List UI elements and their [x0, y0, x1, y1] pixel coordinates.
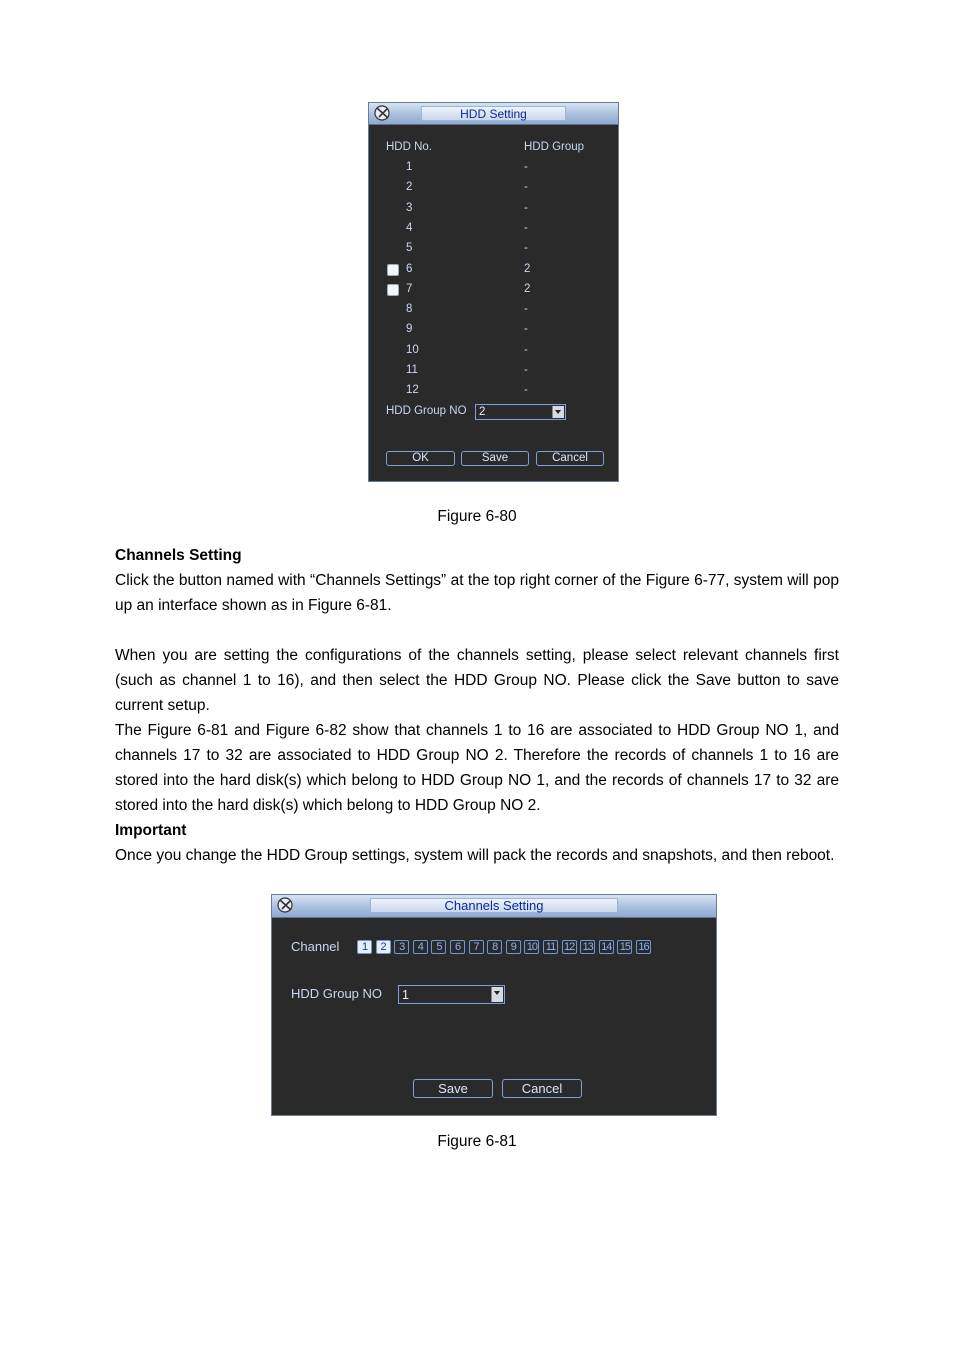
- hdd-group-no-label: HDD Group NO: [291, 986, 383, 1001]
- paragraph: When you are setting the configurations of the channels setting, please select relevant channels first (such as channel 1 to 16), and then select the HDD Group NO. Please click the Save button to save current setup.: [115, 647, 839, 714]
- hdd-group-value: -: [524, 303, 528, 316]
- app-logo-icon: [276, 896, 296, 914]
- channel-checkbox[interactable]: 3: [394, 940, 409, 954]
- body-text: [115, 543, 839, 868]
- cancel-button[interactable]: Cancel: [502, 1079, 582, 1098]
- column-header-hdd-group: HDD Group: [524, 141, 585, 153]
- hdd-select-checkbox[interactable]: [387, 264, 399, 276]
- dropdown-arrow-icon[interactable]: [491, 987, 503, 1002]
- hdd-group-no-value: 2: [479, 406, 486, 418]
- paragraph: The Figure 6-81 and Figure 6-82 show that channels 1 to 16 are associated to HDD Group NO 1, and channels 17 to 32 are associated to HDD Group NO 2. Therefore the records of channels 1 to 16 are stored into the hard disk(s) which belong to HDD Group NO 1, and the records of channels 17 to 32 are stored into the hard disk(s) which belong to HDD Group NO 2.: [115, 722, 839, 814]
- hdd-group-value: 2: [524, 282, 531, 295]
- save-button[interactable]: Save: [413, 1079, 493, 1098]
- hdd-number: 10: [406, 343, 419, 356]
- figure-caption: Figure 6-80: [437, 508, 517, 525]
- channels-setting-dialog: [271, 894, 717, 1116]
- hdd-setting-dialog: [368, 102, 619, 482]
- hdd-group-value: -: [524, 384, 528, 397]
- hdd-number: 3: [406, 201, 413, 214]
- hdd-group-no-select[interactable]: [398, 985, 505, 1004]
- hdd-group-value: -: [524, 181, 528, 194]
- app-logo-icon: [373, 104, 393, 122]
- important-heading: Important: [115, 822, 187, 839]
- hdd-number: 5: [406, 242, 413, 255]
- hdd-group-value: -: [524, 161, 528, 173]
- channel-checkbox[interactable]: 15: [617, 940, 632, 954]
- dialog-title: Channels Setting: [370, 898, 618, 913]
- hdd-group-value: -: [524, 343, 528, 356]
- hdd-group-no-value: 1: [402, 988, 409, 1002]
- hdd-group-value: -: [524, 323, 528, 336]
- channel-checkbox[interactable]: 7: [469, 940, 484, 954]
- hdd-group-no-select[interactable]: [475, 404, 566, 420]
- channel-checkbox[interactable]: 14: [599, 940, 614, 954]
- channel-checkbox[interactable]: 4: [413, 940, 428, 954]
- figure-caption: Figure 6-81: [437, 1133, 517, 1150]
- channel-checkbox[interactable]: 16: [636, 940, 651, 954]
- hdd-number: 2: [406, 181, 413, 194]
- paragraph: Once you change the HDD Group settings, system will pack the records and snapshots, and then reboot.: [115, 847, 835, 864]
- hdd-number: 7: [406, 282, 413, 295]
- hdd-number: 12: [406, 384, 419, 397]
- hdd-group-value: -: [524, 364, 528, 376]
- channel-checkbox[interactable]: 8: [487, 940, 502, 954]
- dialog-titlebar: [369, 103, 618, 125]
- channel-checkbox[interactable]: 5: [431, 940, 446, 954]
- hdd-group-value: -: [524, 201, 528, 214]
- hdd-group-value: 2: [524, 262, 531, 275]
- hdd-group-value: -: [524, 242, 528, 255]
- channel-checkbox[interactable]: 1: [357, 940, 372, 954]
- channel-checkbox[interactable]: 2: [376, 940, 391, 954]
- hdd-number: 1: [406, 161, 413, 173]
- dialog-titlebar: [272, 895, 716, 918]
- channel-checkbox[interactable]: 13: [580, 940, 595, 954]
- save-button[interactable]: Save: [461, 451, 529, 466]
- channel-checkbox[interactable]: 12: [562, 940, 577, 954]
- hdd-number: 9: [406, 323, 413, 336]
- paragraph: Click the button named with “Channels Settings” at the top right corner of the Figure 6-77, system will pop up an interface shown as in Figure 6-81.: [115, 572, 839, 614]
- hdd-number: 6: [406, 262, 413, 275]
- channel-checkbox[interactable]: 11: [543, 940, 558, 954]
- dropdown-arrow-icon[interactable]: [552, 406, 564, 418]
- channel-label: Channel: [291, 939, 340, 954]
- hdd-group-no-label: HDD Group NO: [386, 405, 467, 417]
- hdd-select-checkbox[interactable]: [387, 284, 399, 296]
- cancel-button[interactable]: Cancel: [536, 451, 604, 466]
- hdd-number: 4: [406, 221, 413, 234]
- channel-checkbox[interactable]: 10: [524, 940, 539, 954]
- column-header-hdd-no: HDD No.: [386, 141, 433, 153]
- section-heading: Channels Setting: [115, 547, 242, 564]
- channel-checkbox[interactable]: 9: [506, 940, 521, 954]
- paragraph-spacer: [115, 618, 839, 643]
- dialog-title: HDD Setting: [421, 106, 566, 121]
- hdd-group-value: -: [524, 221, 528, 234]
- hdd-number: 8: [406, 303, 413, 316]
- hdd-number: 11: [406, 364, 418, 376]
- channel-checkbox[interactable]: 6: [450, 940, 465, 954]
- ok-button[interactable]: OK: [386, 451, 455, 466]
